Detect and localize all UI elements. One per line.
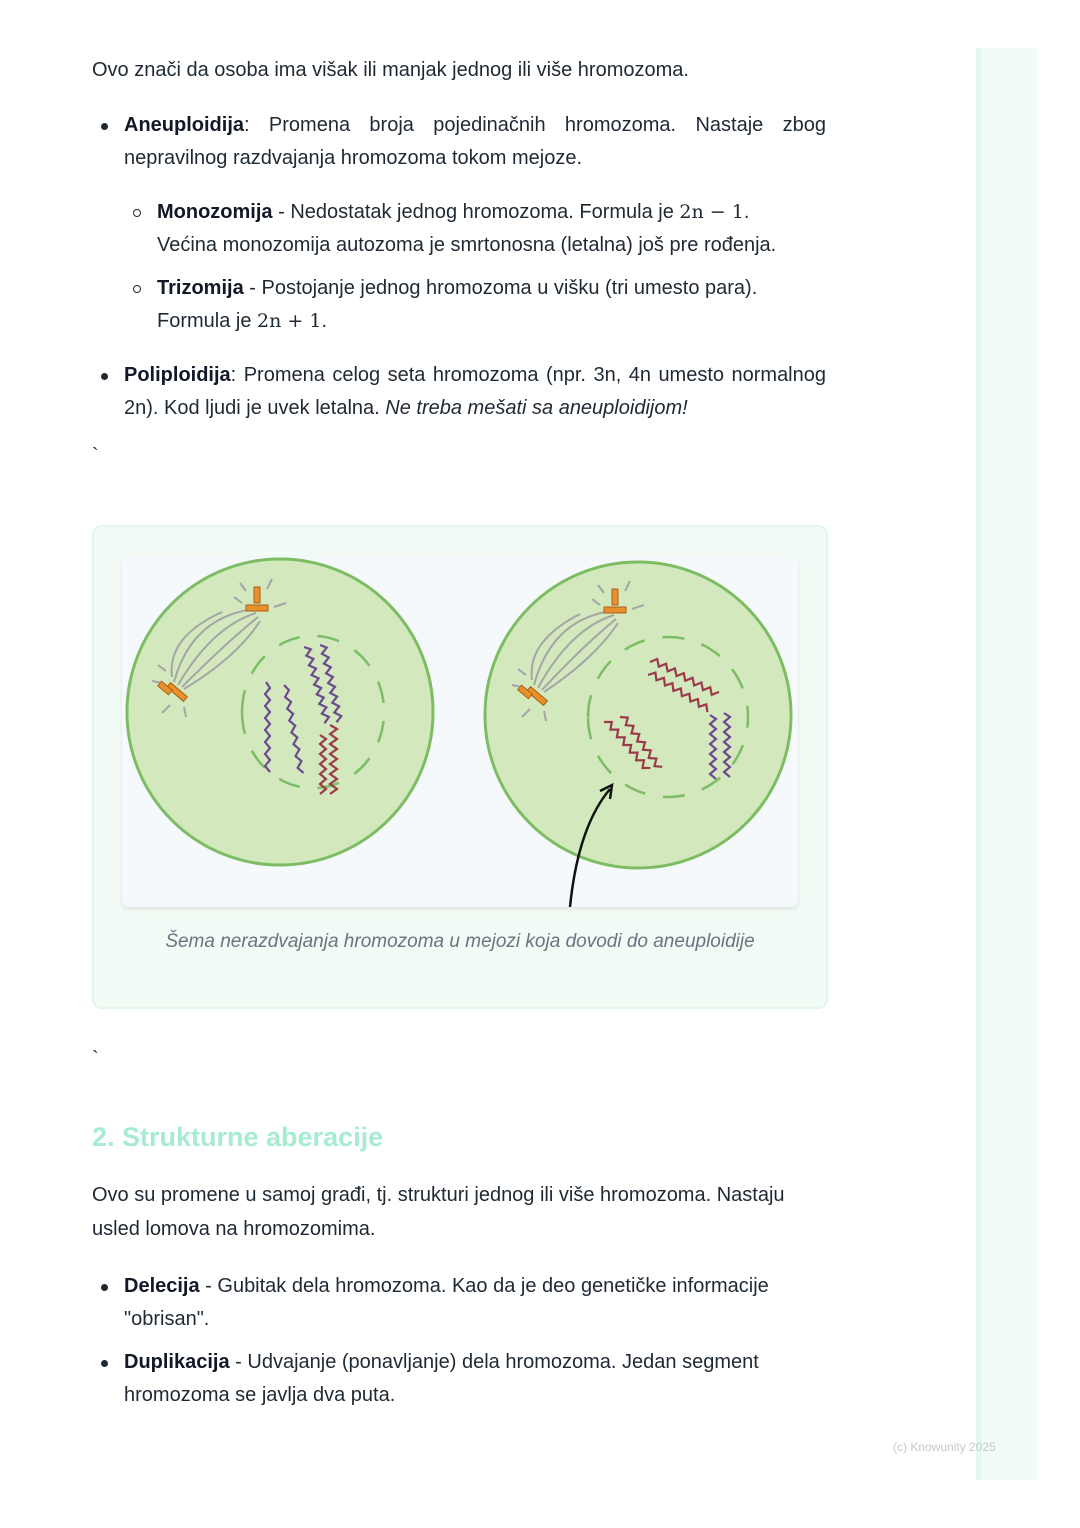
aneuploidy-text: Promena broja pojedinačnih hromozoma. Nastaje zbog nepravilnog razdvajanja hromozoma tokom mejoze.	[124, 114, 826, 169]
figure-card	[92, 525, 828, 1009]
list-item-trisomy: Trizomija - Postojanje jednog hromozoma u višku (tri umesto para). Formula je 2n + 1.	[92, 272, 826, 338]
intro-paragraph: Ovo znači da osoba ima višak ili manjak jednog ili više hromozoma.	[92, 59, 689, 81]
term-trisomy: Trizomija	[157, 277, 244, 299]
figure-caption: Šema nerazdvajanja hromozoma u mejozi koja dovodi do aneuploidije	[165, 931, 755, 952]
right-sidebar	[976, 48, 1037, 1480]
copyright-footer: (c) Knowunity 2025	[893, 1440, 996, 1454]
list-item-monosomy: Monozomija - Nedostatak jednog hromozoma. Formula je 2n − 1. Većina monozomija autozoma je smrtonosna (letalna) još pre rođenja.	[92, 196, 826, 262]
term-deletion: Delecija	[124, 1275, 200, 1297]
stray-backtick-2: `	[92, 1048, 99, 1070]
monosomy-formula: 2n − 1	[679, 201, 744, 223]
list-item-aneuploidy: Aneuploidija: Promena broja pojedinačnih hromozoma. Nastaje zbog nepravilnog razdvajanja hromozoma tokom mejoze.	[92, 109, 826, 175]
structural-intro: Ovo su promene u samoj građi, tj. strukturi jednog ili više hromozoma. Nastaju usled lomova na hromozomima.	[92, 1184, 785, 1240]
numerical-list	[92, 109, 826, 175]
trisomy-formula: 2n + 1	[257, 310, 322, 332]
monosomy-line2: Većina monozomija autozoma je smrtonosna (letalna) još pre rođenja.	[157, 234, 777, 256]
list-item-deletion: Delecija - Gubitak dela hromozoma. Kao da je deo genetičke informacije "obrisan".	[92, 1270, 826, 1336]
nondisjunction-illustration	[122, 557, 798, 907]
term-polyploidy: Poliploidija	[124, 364, 231, 386]
list-item-duplication: Duplikacija - Udvajanje (ponavljanje) dela hromozoma. Jedan segment hromozoma se javlja dva puta.	[92, 1346, 826, 1412]
term-monosomy: Monozomija	[157, 201, 273, 223]
section-heading: 2. Strukturne aberacije	[92, 1122, 384, 1152]
right-cell	[485, 562, 791, 907]
term-aneuploidy: Aneuploidija	[124, 114, 244, 136]
list-item-polyploidy: Poliploidija: Promena celog seta hromozoma (npr. 3n, 4n umesto normalnog 2n). Kod ljudi je uvek letalna. Ne treba mešati sa aneuploidijom!	[92, 359, 826, 425]
sub-list	[92, 196, 826, 338]
structural-list	[92, 1270, 826, 1412]
polyploidy-list	[92, 359, 826, 425]
meiosis-diagram	[122, 557, 798, 907]
left-cell	[127, 559, 433, 865]
stray-backtick: `	[92, 445, 99, 467]
term-duplication: Duplikacija	[124, 1351, 230, 1373]
polyploidy-note: Ne treba mešati sa aneuploidijom!	[385, 397, 688, 419]
